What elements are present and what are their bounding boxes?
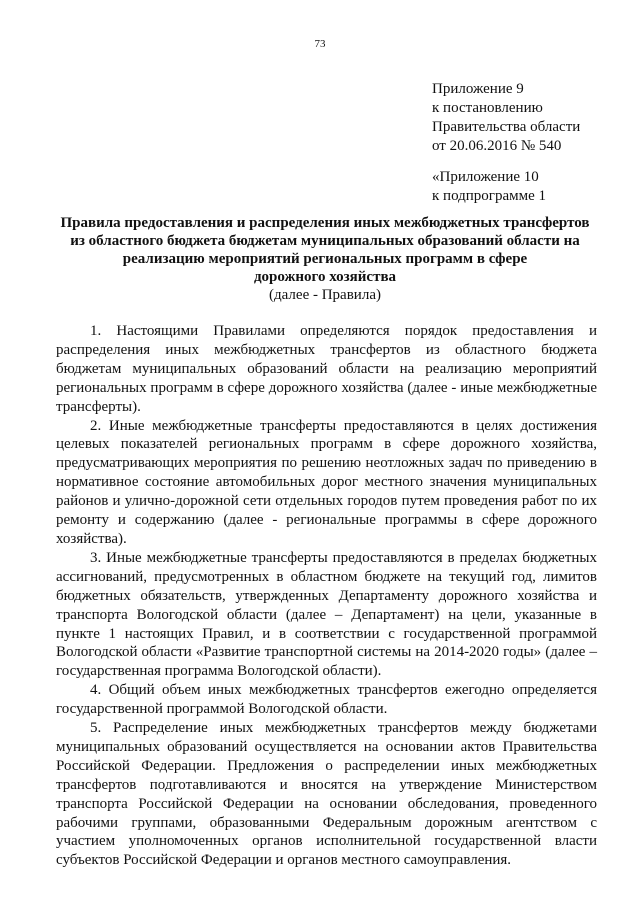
appendix-subline: «Приложение 10	[432, 169, 539, 185]
title-line: реализацию мероприятий региональных программ в сфере	[122, 251, 528, 267]
title-line: из областного бюджета бюджетам муниципальных образований области на	[70, 233, 580, 249]
appendix-header	[432, 80, 580, 206]
paragraph: 3. Иные межбюджетные трансферты предоставляются в пределах бюджетных ассигнований, предусмотренных в областном бюджете на текущий год, лимитов бюджетных обязательств, утвержденных Департаменту дорожного хозяйства и транспорта Вологодской области (далее – Департамент) на цели, указанные в пункте 1 настоящих Правил, и в соответствии с государственной программой Вологодской области «Развитие транспортной системы на 2014-2020 годы» (далее – государственная программа Вологодской области).	[56, 549, 597, 680]
appendix-line: от 20.06.2016 № 540	[432, 138, 562, 154]
paragraph: 1. Настоящими Правилами определяются порядок предоставления и распределения иных межбюджетных трансфертов из областного бюджета бюджетам муниципальных образований области на реализацию мероприятий региональных программ в сфере дорожного хозяйства (далее - иные межбюджетные трансферты).	[56, 323, 597, 415]
title-line: Правила предоставления и распределения иных межбюджетных трансфертов	[60, 215, 590, 231]
title-subtitle: (далее - Правила)	[269, 287, 381, 303]
title-line: дорожного хозяйства	[253, 269, 397, 285]
paragraph: 2. Иные межбюджетные трансферты предоставляются в целях достижения целевых показателей региональных программ в сфере дорожного хозяйства, предусматривающих мероприятия по решению неотложных задач по приведению в нормативное состояние автомобильных дорог местного значения муниципальных районов и улично-дорожной сети отдельных городов путем проведения работ по их ремонту и содержанию (далее - региональные программы в сфере дорожного хозяйства).	[56, 417, 597, 547]
document-body	[56, 322, 597, 870]
paragraph: 4. Общий объем иных межбюджетных трансфертов ежегодно определяется государственной программой Вологодской области.	[56, 682, 597, 718]
appendix-line: Правительства области	[432, 119, 581, 135]
appendix-subline: к подпрограмме 1	[432, 188, 546, 204]
document-title	[40, 214, 610, 304]
page-number: 73	[314, 38, 326, 50]
appendix-line: Приложение 9	[432, 81, 524, 97]
appendix-line: к постановлению	[432, 100, 543, 116]
paragraph: 5. Распределение иных межбюджетных трансфертов между бюджетами муниципальных образований осуществляется на основании актов Правительства Российской Федерации. Предложения о распределении иных межбюджетных трансфертов подготавливаются и вносятся на утверждение Министерством транспорта Российской Федерации на основании обследования, проведенного рабочими группами, образованными Федеральным дорожным агентством с участием уполномоченных органов исполнительной государственной власти субъектов Российской Федерации и органов местного самоуправления.	[56, 720, 597, 869]
